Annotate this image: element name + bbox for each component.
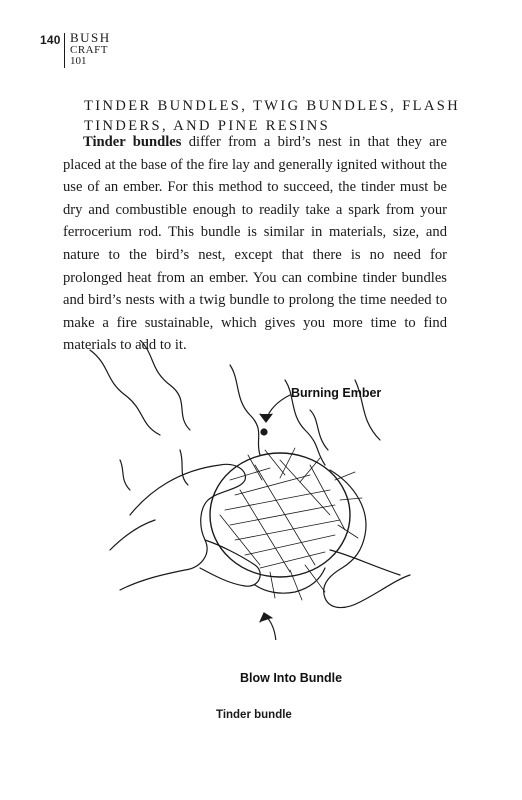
smoke-wisp-icon [90, 350, 160, 435]
series-line-3: 101 [70, 55, 87, 67]
smoke-wisp-icon [310, 410, 328, 450]
tinder-bundle-illustration [80, 340, 460, 640]
smoke-wisp-icon [140, 340, 190, 430]
right-hand-icon [324, 470, 410, 608]
figure-caption: Tinder bundle [216, 709, 292, 721]
page-number: 140 [40, 33, 61, 47]
ember-icon [261, 429, 267, 435]
section-heading-line-1: TINDER BUNDLES, TWIG BUNDLES, FLASH [84, 98, 461, 114]
paragraph-text: differ from a bird’s nest in that they are placed at the base of the fire lay and generally ignited without the use of an ember. For this method to succeed, the tinder must be dry and combustible enough to readily take a spark from your ferrocerium rod. This bundle is similar in materials, size, and nature to the bird’s nest, except that there is no need for prolonged heat from an ember. You can combine tinder bundles and bird’s nests with a twig bundle to prolong the time needed to make a fire sustainable, which gives you more time to find materials to add to it. [63, 134, 447, 354]
smoke-wisp-icon [230, 365, 260, 455]
smoke-wisp-icon [180, 450, 188, 485]
series-line-1: BUSH [70, 30, 111, 45]
section-heading [84, 96, 464, 136]
tinder-bundle-icon [210, 453, 350, 577]
series-line-2: CRAFT [70, 44, 108, 56]
lead-term: Tinder bundles [83, 134, 182, 150]
section-heading-line-2: TINDERS, AND PINE RESINS [84, 118, 331, 134]
book-series-title [70, 31, 111, 67]
label-blow-into-bundle: Blow Into Bundle [240, 671, 343, 685]
label-burning-ember: Burning Ember [291, 386, 382, 400]
body-paragraph [63, 131, 447, 357]
smoke-wisp-icon [120, 460, 130, 490]
running-head-divider [64, 33, 65, 68]
